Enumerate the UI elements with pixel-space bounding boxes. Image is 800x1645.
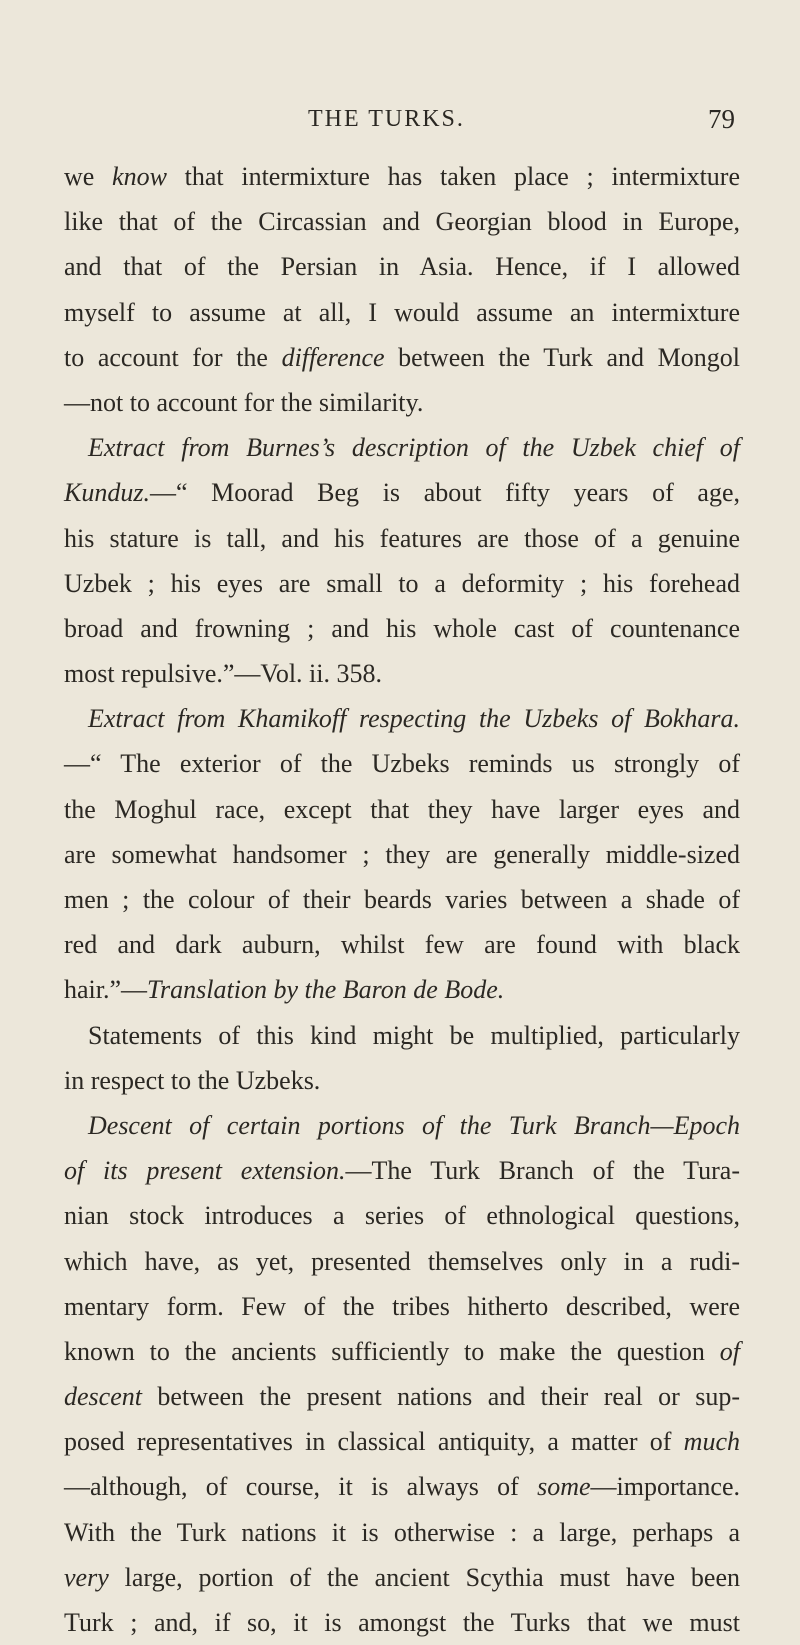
text-line: which have, as yet, presented themselves only in a rudi- — [64, 1246, 740, 1276]
text-line: —although, of course, it is always of some—importance. — [64, 1472, 740, 1502]
text-line: Kunduz.—“ Moorad Beg is about fifty years of age, — [64, 478, 740, 508]
text-line: —not to account for the similarity. — [64, 387, 424, 417]
text-line: posed representatives in classical antiquity, a matter of much — [64, 1427, 740, 1457]
text-line: Turk ; and, if so, it is amongst the Turks that we must — [64, 1608, 740, 1637]
text-line: hair.”—Translation by the Baron de Bode. — [64, 975, 505, 1005]
body-text — [64, 154, 740, 1645]
text-line: Extract from Khamikoff respecting the Uzbeks of Bokhara. — [88, 704, 740, 734]
text-line: Uzbek ; his eyes are small to a deformity ; his forehead — [64, 568, 740, 598]
text-line: of its present extension.—The Turk Branch of the Tura- — [64, 1156, 740, 1186]
page-number: 79 — [708, 104, 735, 134]
text-line: his stature is tall, and his features are those of a genuine — [64, 523, 740, 553]
text-line: nian stock introduces a series of ethnological questions, — [64, 1201, 740, 1231]
page-header — [0, 102, 800, 136]
text-line: very large, portion of the ancient Scythia must have been — [64, 1562, 740, 1592]
text-line: Extract from Burnes’s description of the Uzbek chief of — [88, 433, 740, 463]
running-head: THE TURKS. — [308, 106, 465, 132]
text-line: red and dark auburn, whilst few are found with black — [64, 930, 740, 960]
text-line: to account for the difference between the Turk and Mongol — [64, 342, 741, 372]
text-line: in respect to the Uzbeks. — [64, 1065, 321, 1095]
text-line: and that of the Persian in Asia. Hence, if I allowed — [64, 252, 740, 282]
text-line: are somewhat handsomer ; they are generally middle-sized — [64, 839, 740, 869]
text-line: broad and frowning ; and his whole cast of countenance — [64, 613, 740, 643]
text-line: —“ The exterior of the Uzbeks reminds us strongly of — [64, 749, 740, 779]
text-line: Descent of certain portions of the Turk Branch—Epoch — [88, 1110, 740, 1140]
text-line: Statements of this kind might be multiplied, particularly — [88, 1020, 740, 1050]
text-line: known to the ancients sufficiently to make the question of — [64, 1336, 740, 1366]
text-line: men ; the colour of their beards varies between a shade of — [64, 885, 740, 914]
text-line: myself to assume at all, I would assume an intermixture — [64, 297, 740, 327]
text-line: like that of the Circassian and Georgian blood in Europe, — [64, 207, 740, 237]
text-line: we know that intermixture has taken place ; intermixture — [64, 162, 741, 191]
text-line: mentary form. Few of the tribes hitherto described, were — [64, 1291, 740, 1321]
text-line: With the Turk nations it is otherwise : a large, perhaps a — [64, 1517, 740, 1547]
text-line: the Moghul race, except that they have larger eyes and — [64, 794, 740, 824]
text-line: most repulsive.”—Vol. ii. 358. — [64, 659, 383, 689]
text-line: descent between the present nations and their real or sup- — [64, 1382, 740, 1412]
